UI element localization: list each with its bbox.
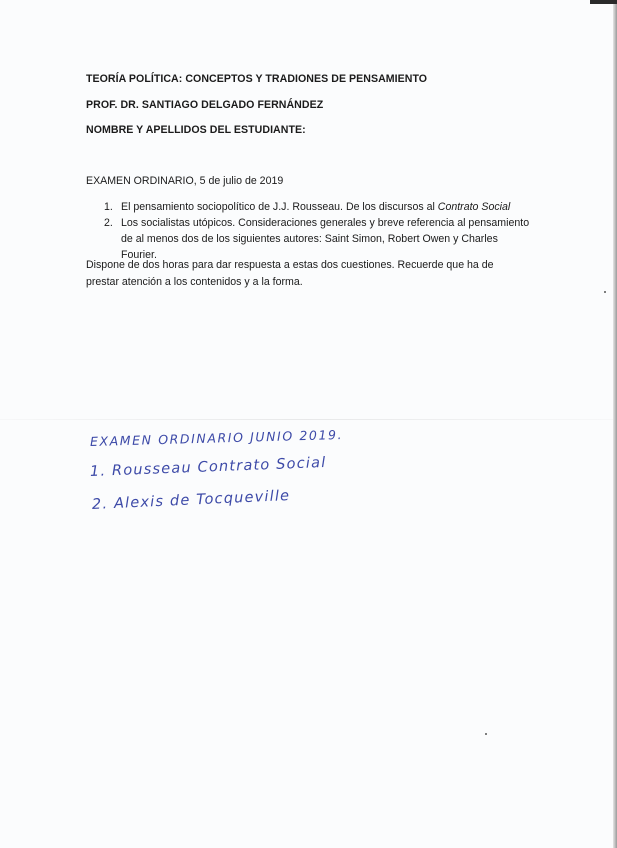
course-title: TEORÍA POLÍTICA: CONCEPTOS Y TRADIONES DE PENSAMIENTO xyxy=(86,73,428,85)
handwritten-line-1: 1. Rousseau Contrato Social xyxy=(89,454,327,480)
scan-speck xyxy=(604,291,606,293)
handwritten-heading: EXAMEN ORDINARIO JUNIO 2019. xyxy=(89,426,344,449)
handwritten-line-2: 2. Alexis de Tocqueville xyxy=(91,488,291,513)
question-emphasis: Contrato Social xyxy=(437,201,511,213)
question-item xyxy=(104,215,534,263)
question-list xyxy=(104,199,534,263)
question-number: 1. xyxy=(104,201,113,213)
exam-session-date: EXAMEN ORDINARIO, 5 de julio de 2019 xyxy=(86,175,284,187)
professor-name: PROF. DR. SANTIAGO DELGADO FERNÁNDEZ xyxy=(86,99,324,111)
question-item xyxy=(104,199,534,215)
question-text: El pensamiento sociopolítico de J.J. Rousseau. De los discursos al xyxy=(121,201,438,213)
scan-edge-shadow xyxy=(613,0,617,848)
question-text: Los socialistas utópicos. Consideraciones generales y breve referencia al pensamiento de al menos dos de los siguientes autores: Saint Simon, Robert Owen y Charles Fourier. xyxy=(121,217,530,261)
scan-speck xyxy=(485,733,487,735)
question-number: 2. xyxy=(104,217,113,229)
student-name-label: NOMBRE Y APELLIDOS DEL ESTUDIANTE: xyxy=(86,124,306,136)
scan-corner-mark xyxy=(590,0,617,4)
paper-fold-line xyxy=(0,419,613,420)
exam-instructions: Dispone de dos horas para dar respuesta a estas dos cuestiones. Recuerde que ha de prestar atención a los contenidos y a la forma. xyxy=(86,259,494,288)
